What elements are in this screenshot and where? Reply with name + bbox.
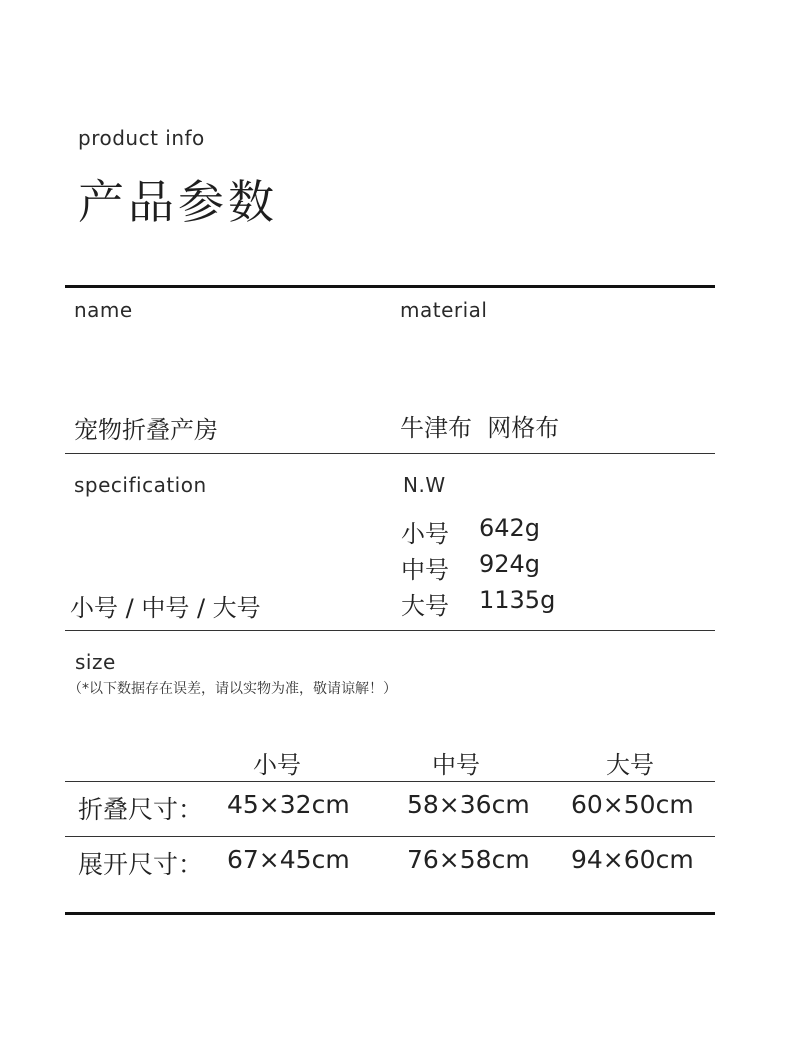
material-value: 牛津布 网格布 [400,414,560,442]
weight-size-large: 大号 [401,592,449,620]
table-row-divider [65,836,715,837]
row1-divider [65,453,715,454]
unfolded-size-medium: 76×58cm [407,845,530,874]
header-en-title: product info [78,126,205,150]
folded-size-large: 60×50cm [571,790,694,819]
size-column-medium: 中号 [432,751,480,779]
row2-divider [65,630,715,631]
material-label: material [400,298,488,322]
unfolded-size-small: 67×45cm [227,845,350,874]
size-note: （*以下数据存在误差，请以实物为准，敬请谅解！） [68,681,397,697]
unfolded-size-large: 94×60cm [571,845,694,874]
weight-size-small: 小号 [401,520,449,548]
bottom-divider [65,912,715,915]
table-header-divider [65,781,715,782]
unfolded-size-label: 展开尺寸： [78,850,204,879]
folded-size-small: 45×32cm [227,790,350,819]
specification-value: 小号 / 中号 / 大号 [70,594,261,622]
specification-label: specification [74,473,207,497]
size-label: size [75,650,116,674]
size-column-large: 大号 [606,751,654,779]
folded-size-label: 折叠尺寸： [78,795,204,824]
weight-value-large: 1135g [479,586,556,614]
top-divider [65,285,715,288]
folded-size-medium: 58×36cm [407,790,530,819]
page-title: 产品参数 [78,175,278,229]
nw-label: N.W [403,473,446,497]
weight-value-small: 642g [479,514,541,542]
weight-value-medium: 924g [479,550,541,578]
size-column-small: 小号 [253,751,301,779]
name-value: 宠物折叠产房 [74,416,218,444]
name-label: name [74,298,133,322]
weight-size-medium: 中号 [401,556,449,584]
